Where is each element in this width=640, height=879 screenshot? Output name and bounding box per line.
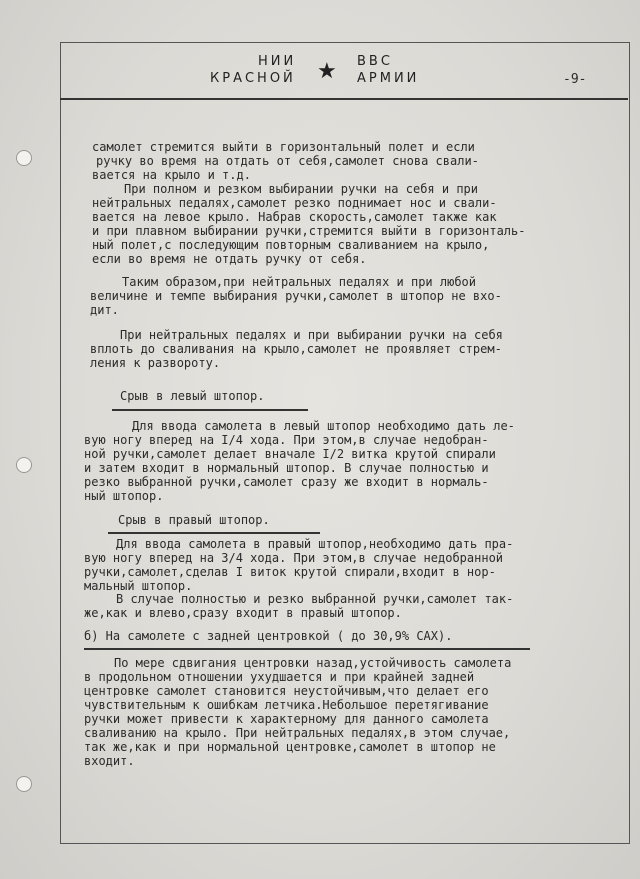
text-line: вается на крыло и т.д. (92, 168, 251, 182)
text-line: и затем входит в нормальный штопор. В случае полностью и (84, 461, 489, 475)
text-line: резко выбранной ручки,самолет сразу же входит в нормаль- (84, 475, 489, 489)
star-icon: ★ (317, 59, 337, 84)
text-line: В случае полностью и резко выбранной ручки,самолет так- (116, 592, 514, 606)
text-line: ной ручки,самолет делает вначале I/2 витка крутой спирали (84, 447, 496, 461)
header-vvs: ВВС (357, 54, 393, 69)
text-line: если во время не отдать ручку от себя. (92, 252, 367, 266)
text-line: ный полет,с последующим повторным сваливанием на крыло, (92, 238, 490, 252)
text-line: центровке самолет становится неустойчивым,что делает его (84, 684, 489, 698)
text-line: Для ввода самолета в левый штопор необходимо дать ле- (132, 419, 515, 433)
header-nii: НИИ (258, 54, 297, 69)
text-line: ный штопор. (84, 489, 164, 503)
text-line: величине и темпе выбирания ручки,самолет в штопор не вхо- (90, 289, 502, 303)
text-line: ручки может привести к характерному для данного самолета (84, 712, 489, 726)
text-line: чувствительным к ошибкам летчика.Небольшое перетягивание (84, 698, 489, 712)
text-line: вую ногу вперед на I/4 хода. При этом,в случае недобран- (84, 433, 489, 447)
text-line: так же,как и при нормальной центровке,самолет в штопор не (84, 740, 496, 754)
section-heading-left-spin: Срыв в левый штопор. (120, 389, 265, 403)
text-line: ручку во время на отдать от себя,самолет снова свали- (96, 154, 479, 168)
text-line: в продольном отношении ухудшается и при крайней задней (84, 670, 475, 684)
text-line: При нейтральных педалях и при выбирании ручки на себя (120, 328, 503, 342)
text-line: вую ногу вперед на 3/4 хода. При этом,в случае недобранной (84, 551, 504, 565)
text-line: ления к развороту. (90, 356, 221, 370)
text-line: вается на левое крыло. Набрав скорость,самолет также как (92, 210, 497, 224)
header-armii: АРМИИ (357, 71, 420, 86)
page-number: -9- (563, 72, 587, 87)
text-line: ручки,самолет,сделав I виток крутой спирали,входит в нор- (84, 565, 496, 579)
text-line: сваливанию на крыло. При нейтральных педалях,в этом случае, (84, 726, 511, 740)
text-line: При полном и резком выбирании ручки на себя и при (124, 182, 479, 196)
text-line: и при плавном выбирании ручки,стремится выйти в горизонталь- (92, 224, 526, 238)
heading-underline (112, 409, 308, 411)
header-krasnoy: КРАСНОЙ (210, 71, 296, 86)
heading-underline (108, 532, 320, 534)
text-line: Для ввода самолета в правый штопор,необходимо дать пра- (116, 537, 514, 551)
text-line: Таким образом,при нейтральных педалях и при любой (122, 275, 477, 289)
text-line: мальный штопор. (84, 579, 193, 593)
text-line: дит. (90, 303, 119, 317)
text-line: же,как и влево,сразу входит в правый штопор. (84, 606, 402, 620)
heading-underline (84, 648, 530, 650)
subsection-heading: б) На самолете с задней центровкой ( до 30,9% САХ). (84, 629, 453, 643)
text-line: вплоть до сваливания на крыло,самолет не проявляет стрем- (90, 342, 502, 356)
text-line: самолет стремится выйти в горизонтальный полет и если (92, 140, 475, 154)
text-line: нейтральных педалях,самолет резко поднимает нос и свали- (92, 196, 497, 210)
section-heading-right-spin: Срыв в правый штопор. (118, 513, 270, 527)
text-line: По мере сдвигания центровки назад,устойчивость самолета (114, 656, 512, 670)
text-line: входит. (84, 754, 135, 768)
